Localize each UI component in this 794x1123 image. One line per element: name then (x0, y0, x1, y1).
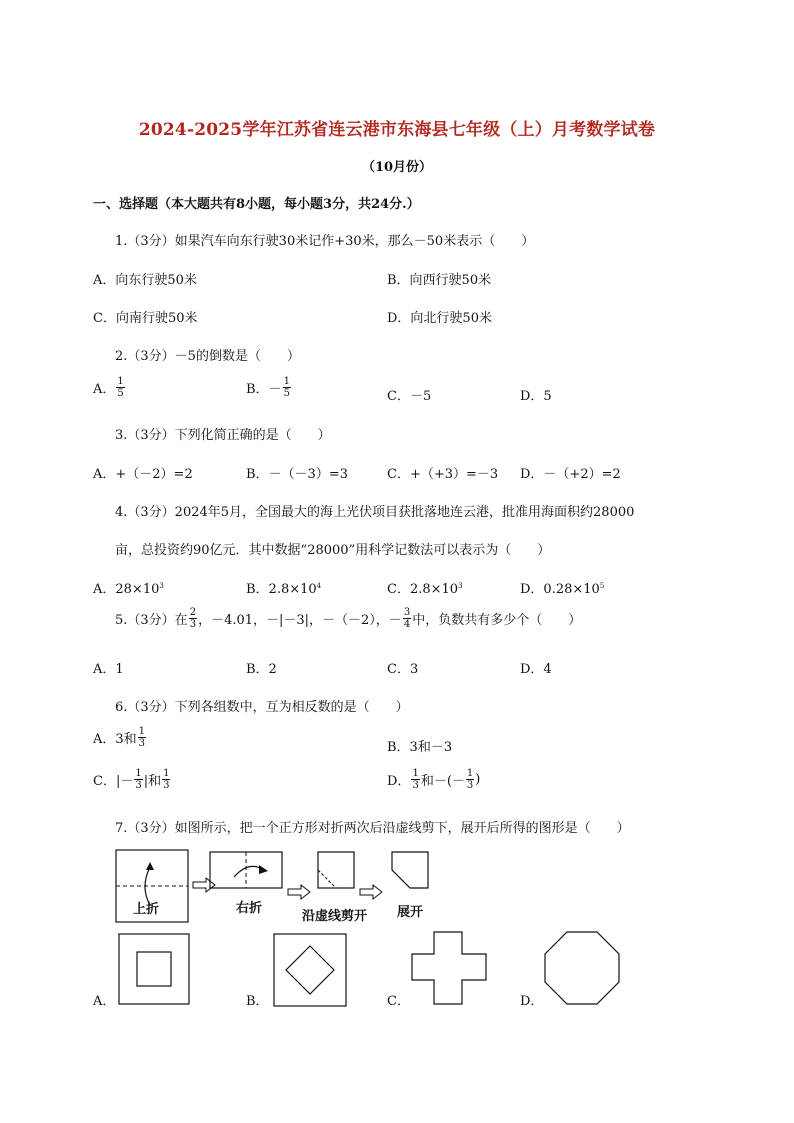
question-4-option-c: C．$2.8\times 10^3$ (387, 582, 463, 597)
question-1-option-a: A．向东行驶50米 (93, 273, 197, 288)
step-arrow-3 (360, 885, 382, 899)
question-7-stem: 7.（3分）如图所示，把一个正方形对折两次后沿虚线剪下，展开后所得的图形是（ ） (115, 821, 630, 836)
option-d-octagon-shape (545, 932, 619, 1004)
question-3-option-d: D．－（+2）=2 (520, 467, 621, 482)
option-d-figure (541, 928, 625, 1012)
question-3-option-c: C．+（+3）=－3 (387, 467, 499, 482)
option-a-inner-square (137, 952, 171, 986)
question-4-stem-line1: 4.（3分）2024年5月，全国最大的海上光伏项目获批落地连云港，批准用海面积约28000 (115, 505, 635, 520)
option-a-outer-square (119, 934, 189, 1004)
quarter-folded-square (318, 852, 354, 888)
step-arrow-2 (288, 885, 310, 899)
question-7-option-b: B． (246, 994, 269, 1009)
fold-right-arrow (234, 866, 262, 877)
option-a-figure (115, 930, 195, 1010)
fold-up-arrowhead (146, 862, 154, 870)
question-7-option-c: C． (387, 994, 410, 1009)
question-5-option-c: C．3 (387, 662, 419, 677)
question-6-option-d: D． $\frac{1}{3}$ 和－(－ $\frac{1}{3}$ ) (387, 768, 481, 791)
question-3-stem: 3.（3分）下列化简正确的是（ ） (115, 428, 331, 443)
question-1-option-d: D．向北行驶50米 (387, 311, 492, 326)
question-1-option-c: C．向南行驶50米 (93, 311, 198, 326)
question-5-option-b: B．2 (246, 662, 277, 677)
question-5-option-a: A．1 (93, 662, 124, 677)
cut-line (318, 870, 336, 888)
cut-piece (392, 852, 428, 888)
question-6-option-c: C．|－ $\frac{1}{3}$ |和 $\frac{1}{3}$ (93, 768, 170, 791)
option-c-figure (408, 928, 492, 1012)
question-5-stem: 5.（3分）在 $\frac{2}{3}$ ，－4.01，－|－3|，－（－2），－ $\frac{3}{4}$ 中，负数共有多少个（ ） (115, 607, 582, 630)
question-4-option-d: D．$0.28\times 10^5$ (520, 582, 605, 597)
question-3-option-a: A．+（－2）=2 (93, 467, 193, 482)
step-arrow-1 (193, 878, 215, 892)
question-2-option-b: B．－ $\frac{1}{5}$ (246, 376, 290, 399)
question-2-option-c: C．－5 (387, 389, 432, 404)
section-heading: 一、选择题（本大题共有8小题，每小题3分，共24分.） (93, 197, 420, 212)
option-b-inner-diamond (286, 946, 334, 994)
folding-steps-figure (110, 845, 440, 925)
question-6-option-a: A．3和 $\frac{1}{3}$ (93, 726, 146, 749)
step-label-cut: 沿虚线剪开 (302, 909, 368, 924)
option-b-figure (270, 930, 350, 1010)
fold-right-arrowhead (259, 865, 268, 874)
question-2-stem: 2.（3分）－5的倒数是（ ） (115, 349, 300, 364)
question-2-option-d: D．5 (520, 389, 552, 404)
question-1-stem: 1.（3分）如果汽车向东行驶30米记作+30米，那么－50米表示（ ） (115, 234, 535, 249)
step-label-fold-right: 右折 (236, 901, 263, 916)
exam-subtitle: （10月份） (361, 160, 433, 175)
option-b-outer-square (274, 934, 346, 1006)
step-label-unfold: 展开 (397, 905, 424, 920)
question-7-option-a: A． (93, 994, 116, 1009)
question-7-option-d: D． (520, 994, 544, 1009)
question-4-option-a: A．$28\times 10^3$ (93, 582, 164, 597)
question-2-option-a: A． $\frac{1}{5}$ (93, 376, 124, 399)
question-4-option-b: B．$2.8\times 10^4$ (246, 582, 322, 597)
step-label-fold-up: 上折 (133, 902, 160, 917)
question-6-stem: 6.（3分）下列各组数中，互为相反数的是（ ） (115, 700, 409, 715)
question-3-option-b: B．－（－3）=3 (246, 467, 348, 482)
exam-title: 2024-2025学年江苏省连云港市东海县七年级（上）月考数学试卷 (138, 120, 656, 140)
question-1-option-b: B．向西行驶50米 (387, 273, 492, 288)
question-6-option-b: B．3和－3 (387, 740, 453, 755)
question-5-option-d: D．4 (520, 662, 552, 677)
question-4-stem-line2: 亩，总投资约90亿元．其中数据“28000”用科学记数法可以表示为（ ） (115, 543, 551, 558)
option-c-cross-shape (412, 932, 486, 1004)
